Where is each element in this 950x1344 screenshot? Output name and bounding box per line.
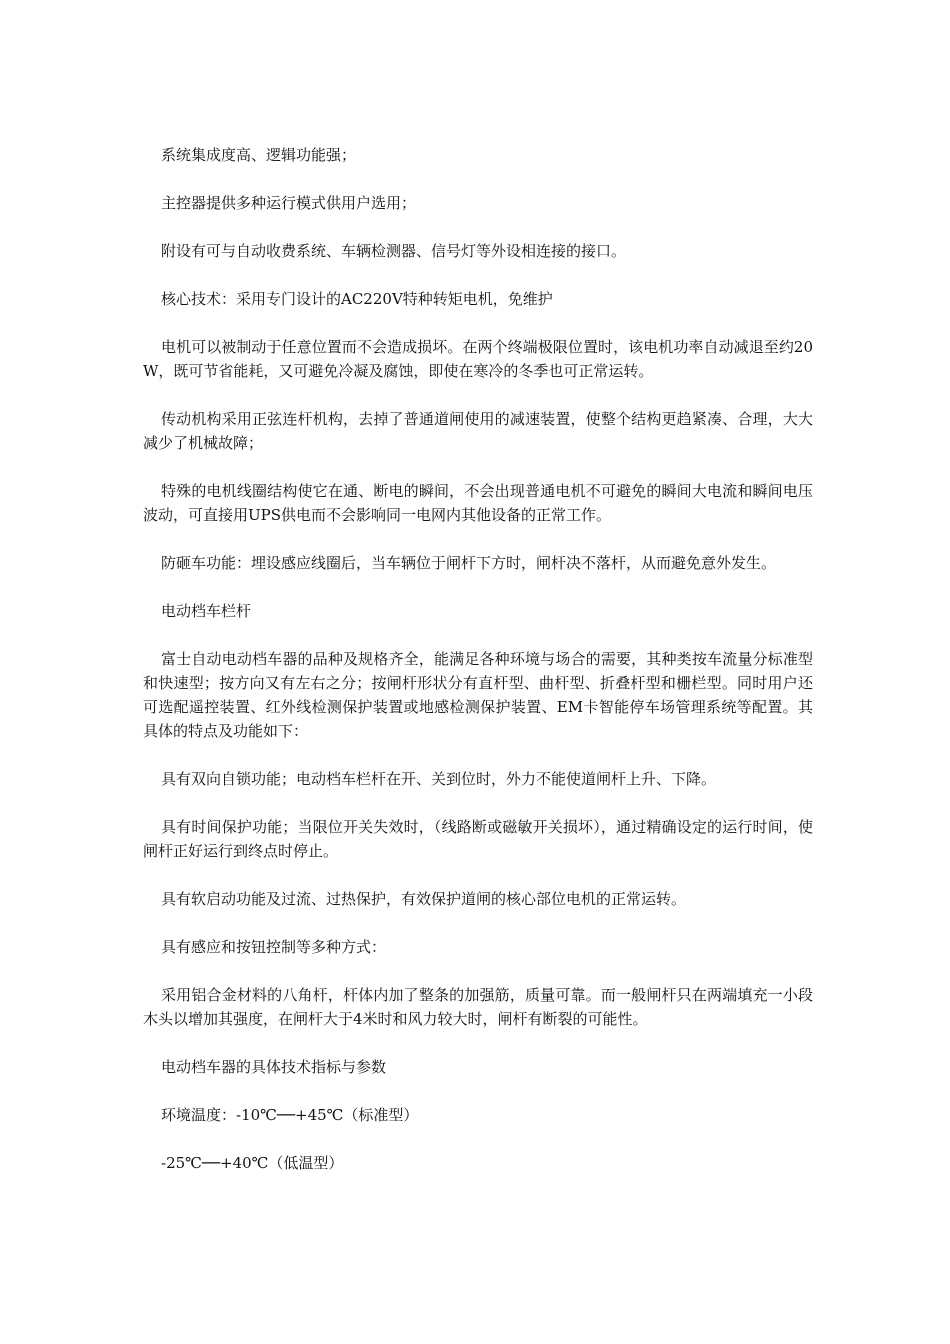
- paragraph-time-protection: 具有时间保护功能；当限位开关失效时，（线路断或磁敏开关损坏），通过精确设定的运行时间，使闸杆正好运行到终点时停止。: [143, 818, 813, 860]
- paragraph-run-modes: 主控器提供多种运行模式供用户选用；: [161, 194, 417, 212]
- spec-temperature-standard: 环境温度：-10℃──+45℃（标准型）: [161, 1106, 419, 1124]
- paragraph-boom-material: 采用铝合金材料的八角杆，杆体内加了整条的加强筋，质量可靠。而一般闸杆只在两端填充一小段木头以增加其强度，在闸杆大于4米时和风力较大时，闸杆有断裂的可能性。: [143, 986, 813, 1028]
- paragraph-product-range: 富士自动电动档车器的品种及规格齐全，能满足各种环境与场合的需要，其种类按车流量分标准型和快速型；按方向又有左右之分；按闸杆形状分有直杆型、曲杆型、折叠杆型和栅栏型。同时用户还可选配遥控装置、红外线检测保护装置或地感检测保护装置、EM卡智能停车场管理系统等配置。其具体的特点及功能如下：: [143, 650, 813, 740]
- section-heading-barrier: 电动档车栏杆: [161, 602, 252, 620]
- paragraph-transmission: 传动机构采用正弦连杆机构，去掉了普通道闸使用的减速装置，使整个结构更趋紧凑、合理，大大减少了机械故障；: [143, 410, 813, 452]
- paragraph-core-technology: 核心技术：采用专门设计的AC220V特种转矩电机，免维护: [161, 290, 553, 308]
- section-heading-specs: 电动档车器的具体技术指标与参数: [161, 1058, 387, 1076]
- paragraph-motor-braking: 电机可以被制动于任意位置而不会造成损坏。在两个终端极限位置时，该电机功率自动减退至约20W，既可节省能耗，又可避免冷凝及腐蚀，即使在寒冷的冬季也可正常运转。: [143, 338, 813, 380]
- paragraph-soft-start: 具有软启动功能及过流、过热保护，有效保护道闸的核心部位电机的正常运转。: [161, 890, 687, 908]
- paragraph-anti-smash: 防砸车功能：埋设感应线圈后，当车辆位于闸杆下方时，闸杆决不落杆，从而避免意外发生。: [161, 554, 777, 572]
- document-body: [143, 143, 813, 1199]
- paragraph-interfaces: 附设有可与自动收费系统、车辆检测器、信号灯等外设相连接的接口。: [161, 242, 627, 260]
- spec-temperature-low: -25℃──+40℃（低温型）: [161, 1154, 344, 1172]
- paragraph-control-modes: 具有感应和按钮控制等多种方式：: [161, 938, 387, 956]
- paragraph-self-lock: 具有双向自锁功能；电动档车栏杆在开、关到位时，外力不能使道闸杆上升、下降。: [161, 770, 717, 788]
- paragraph-motor-coil: 特殊的电机线圈结构使它在通、断电的瞬间，不会出现普通电机不可避免的瞬间大电流和瞬间电压波动，可直接用UPS供电而不会影响同一电网内其他设备的正常工作。: [143, 482, 813, 524]
- paragraph-integration: 系统集成度高、逻辑功能强；: [161, 146, 357, 164]
